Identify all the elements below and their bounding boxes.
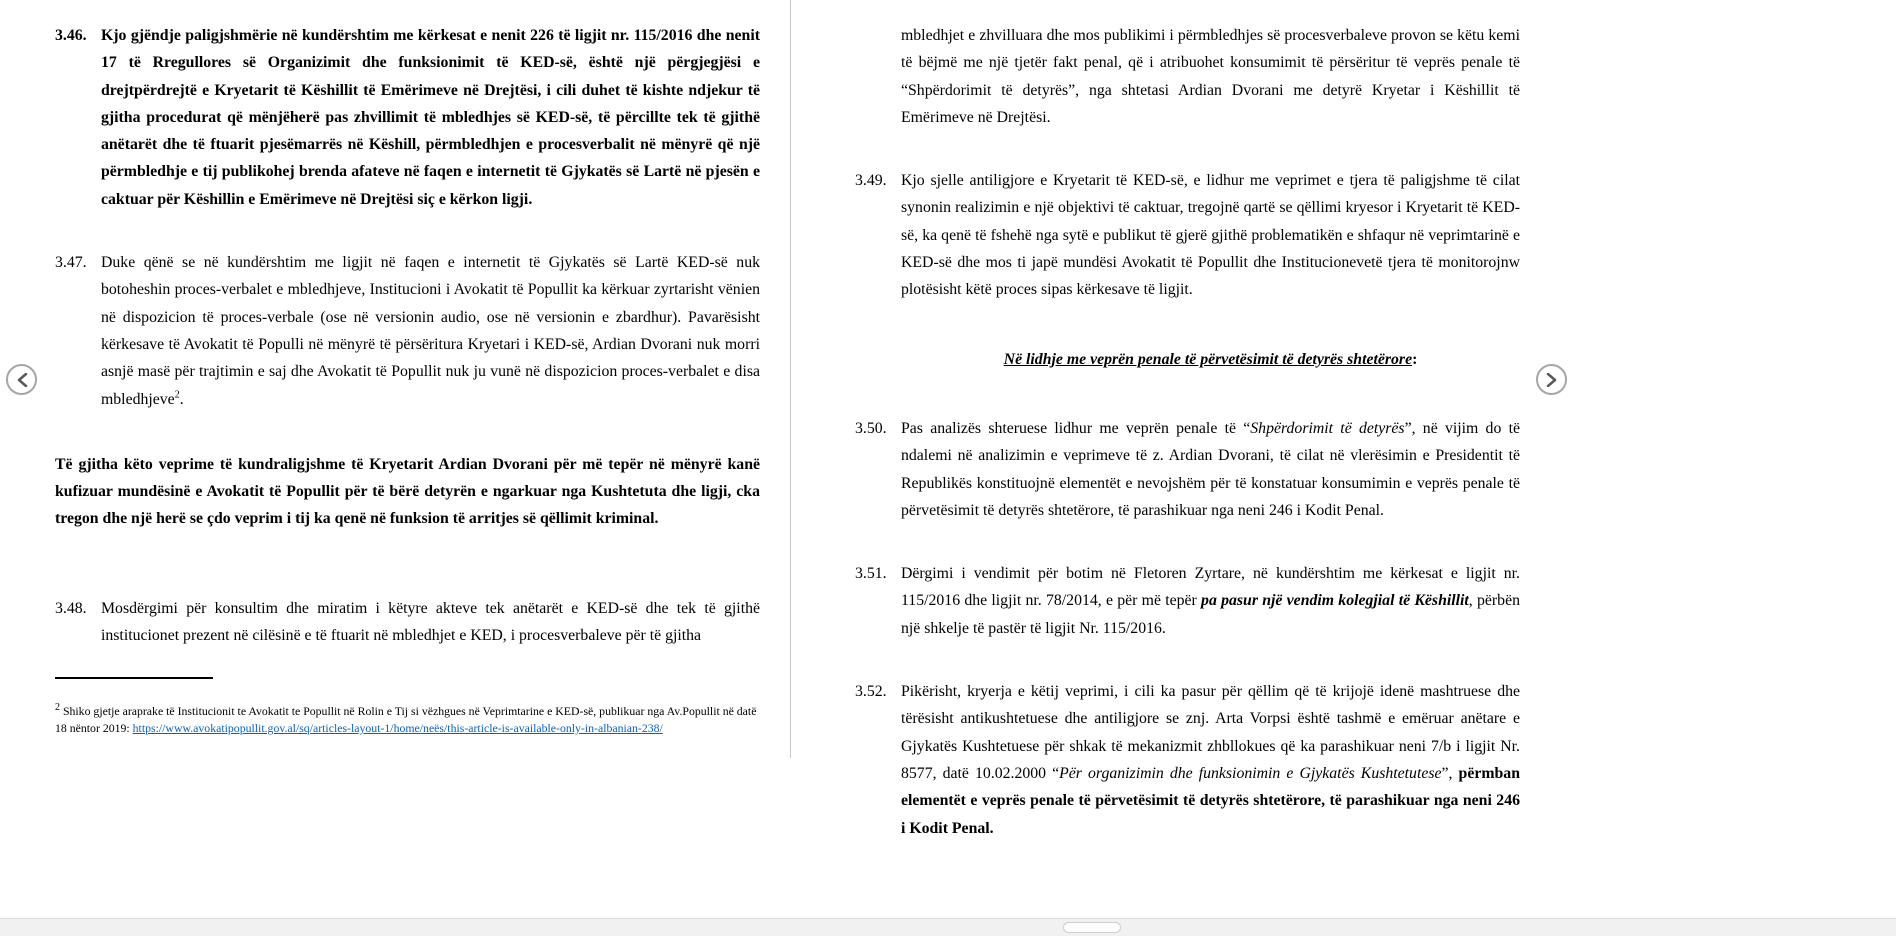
paragraph-3-52 [855, 678, 1520, 842]
paragraph-3-48 [55, 595, 760, 650]
horizontal-scrollbar-track[interactable] [0, 918, 1896, 936]
footnote-text: Shiko gjetje araprake të Institucionit te Avokatit te Popullit në Rolin e Tij si vëzhgues në Veprimtarine e KED-së, publikuar nga Av.Popullit në datë 18 nëntor 2019: [55, 704, 757, 735]
footnote-separator [55, 677, 213, 679]
page-right [791, 0, 1575, 842]
previous-page-button[interactable] [6, 364, 37, 395]
paragraph-3-46 [55, 22, 760, 213]
footnote-reference: 2 [174, 389, 180, 401]
paragraph-3-48-continuation: mbledhjet e zhvilluara dhe mos publikimi i përmbledhjes së procesverbaleve provon se këtu kemi të bëjmë me një tjetër fakt penal, që i atribuohet konsumimit të përsëritur të veprës penale të “Shpërdorimit të detyrës”, nga shtetasi Ardian Dvorani me detyrë Kryetar i Këshillit të Emërimeve në Drejtësi. [901, 27, 1520, 126]
paragraph-number: 3.50. [855, 419, 887, 437]
conclusion-paragraph: Të gjitha këto veprime të kundraligjshme të Kryetarit Ardian Dvorani për më tepër në mënyrë kanë kufizuar mundësinë e Avokatit të Popullit për të bërë detyrën e ngarkuar nga Kushtetuta dhe ligji, cka tregon dhe një herë se çdo veprim i tij ka qenë në funksion të arritjes së qëllimit kriminal. [55, 455, 760, 528]
paragraph-text: Mosdërgimi për konsultim dhe miratim i këtyre akteve tek anëtarët e KED-së dhe tek të gjithë institucionet prezent në cilësinë e të ftuarit në mbledhjet e KED, i procesverbaleve për të gjitha [101, 599, 760, 645]
section-heading: Në lidhje me veprën penale të përvetësimit të detyrës shtetërore: [1003, 350, 1418, 368]
paragraph-number: 3.48. [55, 599, 87, 617]
footnote-marker: 2 [55, 702, 60, 714]
paragraph-number: 3.52. [855, 683, 887, 701]
paragraph-number: 3.46. [55, 27, 87, 44]
footnote [55, 703, 760, 736]
next-page-button[interactable] [1536, 364, 1567, 395]
paragraph-text: Pikërisht, kryerja e këtij veprimi, i cili ka pasur për qëllim që të krijojë idenë mashtruese dhe tërësisht antikushtetuese dhe antiligjore se znj. Arta Vorpsi është tashmë e emëruar anëtare e Gjykatës Kushtetuese për shkak të mekanizmit zhbllokues që ka parashikuar neni 7/b i ligjit Nr. 8577, datë 10.02.2000 “Për organizimin dhe funksionimin e Gjykatës Kushtetutese”, përmban elementët e veprës penale të përvetësimit të detyrës shtetërore, të parashikuar nga neni 246 i Kodit Penal. [901, 683, 1520, 837]
horizontal-scrollbar-thumb[interactable] [1063, 922, 1121, 933]
page-left [0, 0, 790, 736]
chevron-left-icon [16, 373, 28, 387]
footnote-link[interactable]: https://www.avokatipopullit.gov.al/sq/articles-layout-1/home/neës/this-article-is-available-only-in-albanian-238/ [132, 720, 663, 735]
paragraph-text: Kjo gjëndje paligjshmërie në kundërshtim me kërkesat e nenit 226 të ligjit nr. 115/2016 dhe nenit 17 të Rregullores së Organizimit dhe funksionimit të KED-së, është një përgjegjësi e drejtpërdrejtë e Kryetarit të Këshillit të Emërimeve në Drejtësi, i cili duhet të kishte ndjekur të gjitha procedurat që mënjëherë pas zhvillimit të mbledhjes së KED-së, të përcillte tek të gjithë anëtarët dhe të ftuarit pjesëmarrës në Këshill, përmbledhjen e procesverbalit në mënyrë që një përmbledhje e tij publikohej brenda afateve në faqen e internetit të Gjykatës së Lartë në pjesën e caktuar për Këshillin e Emërimeve në Drejtësi siç e kërkon ligji. [101, 27, 760, 208]
paragraph-text: Duke qënë se në kundërshtim me ligjit në faqen e internetit të Gjykatës së Lartë KED-së nuk botoheshin proces-verbalet e mbledhjeve, Institucioni i Avokatit të Popullit ka kërkuar zyrtarisht vënien në dispozicion të proces-verbale (ose në versionin audio, ose në versionin e zbardhur). Pavarësisht kërkesave të Avokatit të Populli në mënyrë të përsëritura Kryetari i KED-së, Ardian Dvorani nuk morri asnjë masë për trajtimin e saj dhe Avokatit të Popullit nuk ju vunë në dispozicion proces-verbalet e disa mbledhjeve$^2$. [101, 254, 760, 408]
paragraph-3-47 [55, 249, 760, 413]
paragraph-3-50 [855, 415, 1520, 524]
paragraph-number: 3.47. [55, 254, 87, 272]
paragraph-number: 3.51. [855, 565, 887, 583]
paragraph-text: Dërgimi i vendimit për botim në Fletoren Zyrtare, në kundërshtim me kërkesat e ligjit nr. 115/2016 dhe ligjit nr. 78/2014, e për më tepër pa pasur një vendim kolegjial të Këshillit, përbën një shkelje të pastër të ligjit Nr. 115/2016. [901, 565, 1520, 637]
paragraph-3-49 [855, 167, 1520, 303]
chevron-right-icon [1546, 373, 1558, 387]
paragraph-text: Kjo sjelle antiligjore e Kryetarit të KED-së, e lidhur me veprimet e tjera të paligjshme të cilat synonin realizimin e një objektivi të caktuar, tregojnë qartë se qëllimi kryesor i Kryetarit të KED-së, ka qenë të fshehë nga sytë e publikut të gjerë gjithë problematikën e shfaqur në veprimtarinë e KED-së dhe mos ti japë mundësi Avokatit të Popullit dhe Institucionevetë tjera të monitorojnw plotësisht këtë proces sipas kërkesave të ligjit. [901, 172, 1520, 299]
paragraph-3-51 [855, 560, 1520, 642]
paragraph-text: Pas analizës shteruese lidhur me veprën penale të “Shpërdorimit të detyrës”, në vijim do të ndalemi në analizimin e veprimeve të z. Ardian Dvorani, të cilat në vlerësimin e Presidentit të Republikës konstituojnë elementët e nevojshëm për të konstatuar konsumimin e veprës penale të përvetësimit të detyrës shtetërore, të parashikuar nga neni 246 i Kodit Penal. [901, 419, 1521, 519]
paragraph-number: 3.49. [855, 172, 887, 190]
